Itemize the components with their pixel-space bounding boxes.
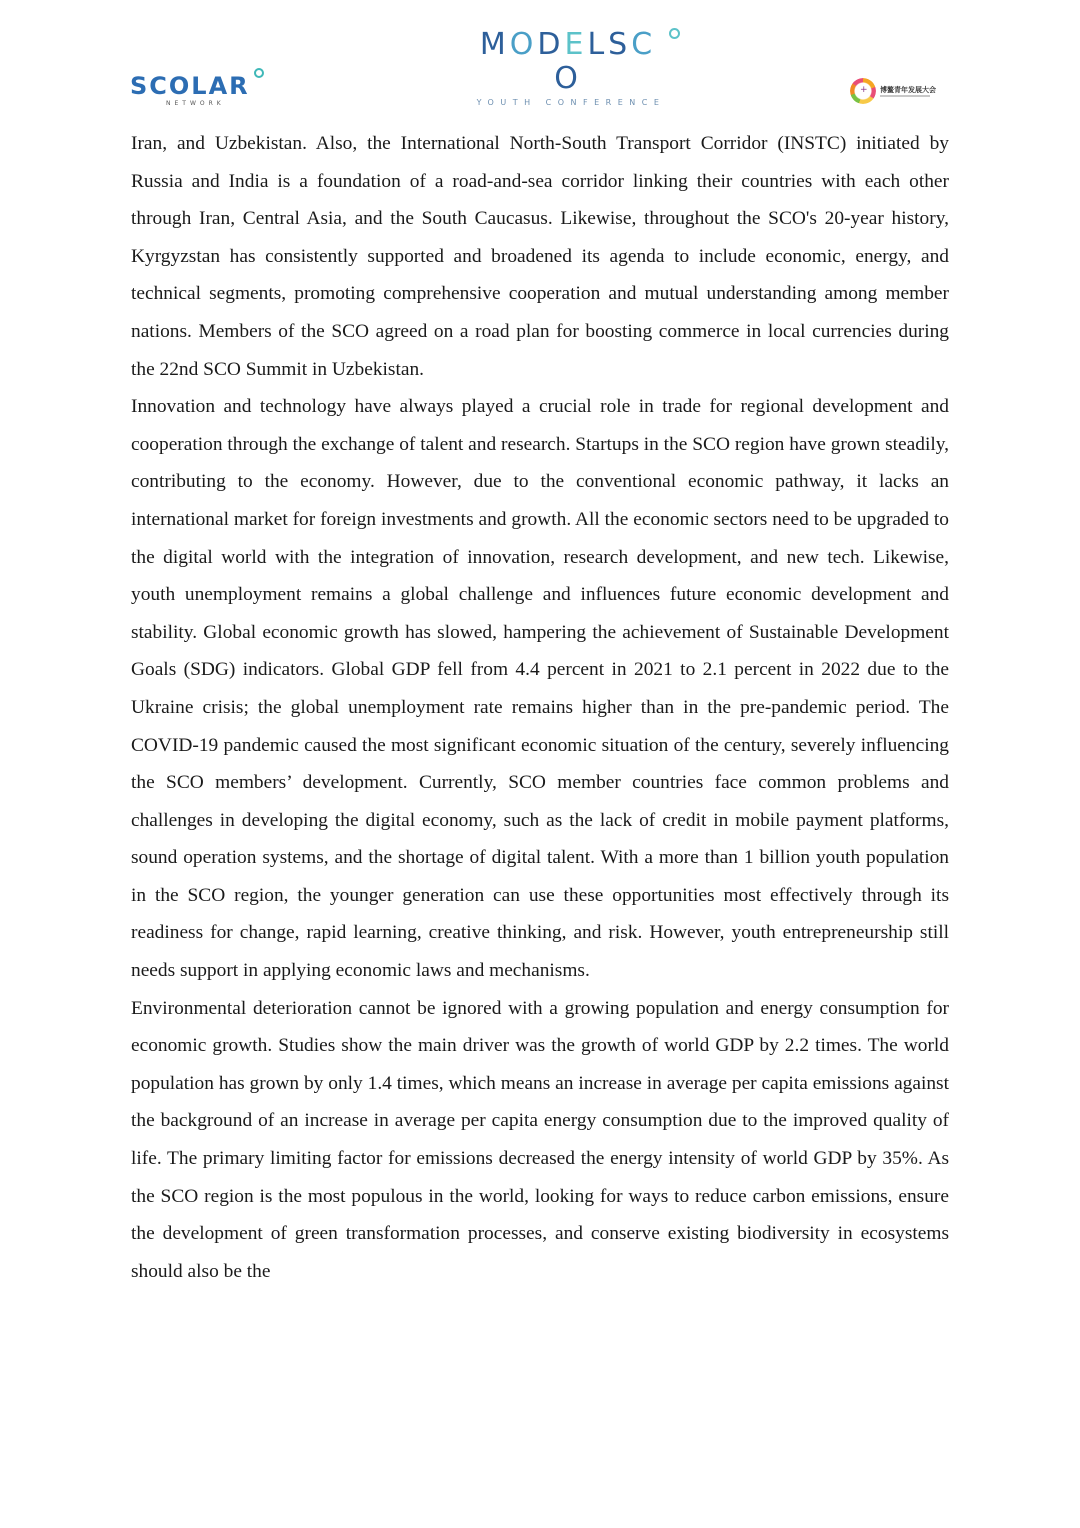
circle-dot-icon	[254, 68, 264, 78]
scolar-wordmark: SCOLAR	[130, 72, 250, 100]
paragraph-innovation-technology: Innovation and technology have always played a crucial role in trade for regional development and cooperation through the exchange of talent and research. Startups in the SCO region have grown steadily, contributing to the economy. However, due to the conventional economic pathway, it lacks an international market for foreign investments and growth. All the economic sectors need to be upgraded to the digital world with the integration of innovation, research development, and new tech. Likewise, youth unemployment remains a global challenge and influences future economic development and stability. Global economic growth has slowed, hampering the achievement of Sustainable Development Goals (SDG) indicators. Global GDP fell from 4.4 percent in 2021 to 2.1 percent in 2022 due to the Ukraine crisis; the global unemployment rate remains higher than in the pre-pandemic period. The COVID-19 pandemic caused the most significant economic situation of the century, severely influencing the SCO members’ development. Currently, SCO member countries face common problems and challenges in developing the digital economy, such as the lack of credit in mobile payment platforms, sound operation systems, and the shortage of digital talent. With a more than 1 billion youth population in the SCO region, the younger generation can use these opportunities most effectively through its readiness for change, rapid learning, creative thinking, and risk. However, youth entrepreneurship still needs support in applying economic laws and mechanisms.	[131, 396, 949, 982]
modelsco-wordmark: MODELSCO	[468, 28, 668, 96]
document-body	[131, 125, 949, 1290]
paragraph-environment: Environmental deterioration cannot be ignored with a growing population and energy consumption for economic growth. Studies show the main driver was the growth of world GDP by 2.2 times. The world population has grown by only 1.4 times, which means an increase in average per capita emissions against the background of an increase in average per capita energy consumption due to the improved quality of life. The primary limiting factor for emissions decreased the energy intensity of world GDP by 35%. As the SCO region is the most populous in the world, looking for ways to reduce carbon emissions, ensure the development of green transformation processes, and conserve existing biodiversity in ecosystems should also be the	[131, 997, 949, 1282]
youth-sub-rule	[880, 95, 930, 97]
modelsco-logo	[468, 28, 668, 107]
modelsco-subtitle: YOUTH CONFERENCE	[476, 98, 666, 107]
plus-icon: +	[860, 85, 868, 95]
page-header	[0, 0, 1080, 125]
youth-cn-label: 博鳌青年发展大会	[880, 86, 936, 94]
paragraph-trade-corridors: Iran, and Uzbekistan. Also, the International North-South Transport Corridor (INSTC) initiated by Russia and India is a foundation of a road-and-sea corridor linking their countries with each other through Iran, Central Asia, and the South Caucasus. Likewise, throughout the SCO's 20-year history, Kyrgyzstan has consistently supported and broadened its agenda to include economic, energy, and technical segments, promoting comprehensive cooperation and mutual understanding among member nations. Members of the SCO agreed on a road plan for boosting commerce in local currencies during the 22nd SCO Summit in Uzbekistan.	[131, 133, 949, 380]
scolar-logo	[130, 72, 260, 107]
scolar-subtitle: NETWORK	[166, 100, 225, 107]
youth-development-logo	[850, 76, 940, 108]
circle-dot-icon	[669, 28, 680, 39]
